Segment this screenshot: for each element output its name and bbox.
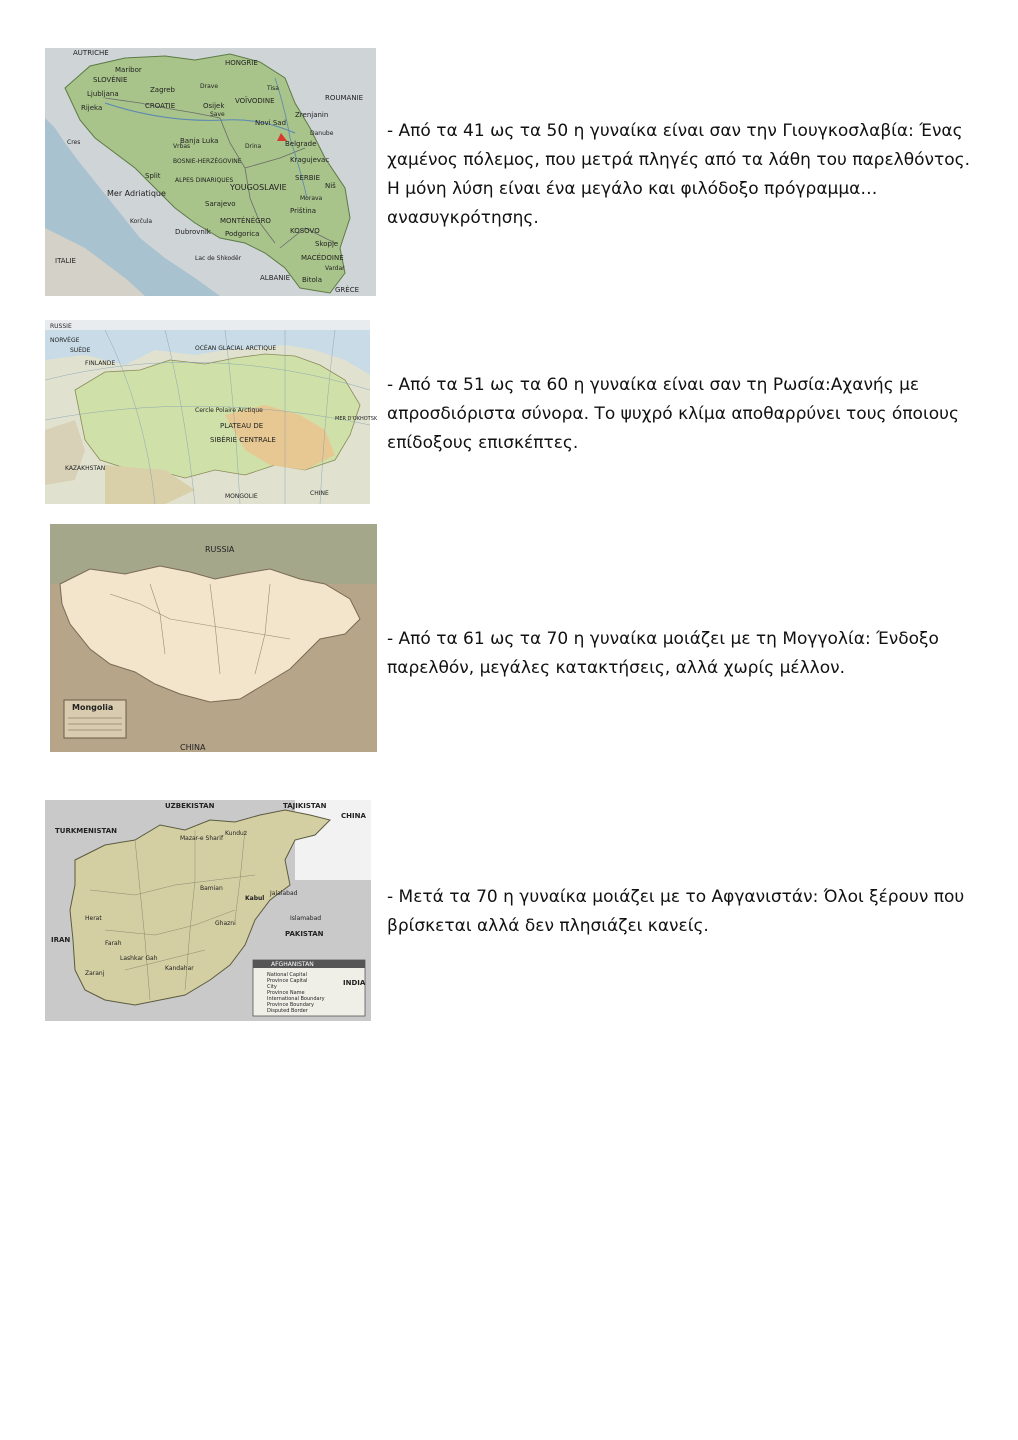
map-label: Mer Adriatique bbox=[107, 189, 166, 198]
map-label: PAKISTAN bbox=[285, 930, 324, 938]
map-label: AUTRICHE bbox=[73, 49, 109, 57]
map-label: SUÈDE bbox=[70, 347, 91, 354]
map-label: Danube bbox=[310, 130, 334, 137]
mongolia-map-drawing bbox=[50, 524, 377, 752]
map-label: KOSOVO bbox=[290, 227, 320, 235]
map-label: Bitola bbox=[302, 276, 323, 284]
map-label: Vrbas bbox=[173, 143, 191, 150]
map-label: HONGRIE bbox=[225, 59, 258, 67]
map-label: Bamian bbox=[200, 885, 223, 892]
map-label: OCÉAN GLACIAL ARCTIQUE bbox=[195, 345, 277, 352]
map-legend-item: Province Name bbox=[267, 990, 305, 996]
map-label: Maribor bbox=[115, 66, 142, 74]
map-label: PLATEAU DE bbox=[220, 422, 264, 430]
map-label: Cercle Polaire Arctique bbox=[195, 407, 263, 414]
map-label: Korčula bbox=[130, 218, 153, 225]
map-label: Kandahar bbox=[165, 965, 194, 972]
map-label: Drina bbox=[245, 143, 262, 150]
map-label: Podgorica bbox=[225, 230, 260, 238]
map-label: ALBANIE bbox=[260, 274, 291, 282]
map-legend-item: National Capital bbox=[267, 972, 307, 978]
map-legend-item: Province Capital bbox=[267, 978, 308, 984]
map-label: MONGOLIE bbox=[225, 493, 258, 500]
afghanistan-map-drawing bbox=[45, 800, 371, 1021]
map-legend-item: Province Boundary bbox=[267, 1002, 314, 1008]
map-label: Split bbox=[145, 172, 161, 180]
map-label: Tisa bbox=[267, 85, 279, 92]
map-label: MER D'OKHOTSK bbox=[335, 416, 378, 422]
map-label: Niš bbox=[325, 182, 336, 190]
map-label: Rijeka bbox=[81, 104, 103, 112]
map-label: CROATIE bbox=[145, 102, 176, 110]
map-label: RUSSIE bbox=[50, 323, 72, 330]
map-label: Banja Luka bbox=[180, 137, 219, 145]
map-label: MONTÉNÉGRO bbox=[220, 217, 271, 225]
map-label: Lashkar Gah bbox=[120, 955, 158, 962]
map-label: Lac de Shkodër bbox=[195, 255, 242, 262]
entry-text-russia bbox=[387, 371, 987, 458]
map-label: Kunduz bbox=[225, 830, 248, 837]
entry-paragraph: - Από τα 51 ως τα 60 η γυναίκα είναι σαν τη Ρωσία:Αχανής με απροσδιόριστα σύνορα. Το ψυχρό κλίμα αποθαρρύνει τους όποιους επίδοξους επισκέπτες. bbox=[387, 375, 959, 453]
map-label: Priština bbox=[290, 207, 316, 215]
map-label: RUSSIA bbox=[205, 545, 235, 554]
map-label: Herat bbox=[85, 915, 102, 922]
map-label: TURKMENISTAN bbox=[55, 827, 118, 835]
map-label: SIBÉRIE CENTRALE bbox=[210, 436, 276, 444]
map-label: Ghazni bbox=[215, 920, 236, 927]
map-label: MACÉDOINE bbox=[301, 254, 344, 262]
map-label: Farah bbox=[105, 940, 122, 947]
map-label: FINLANDE bbox=[85, 360, 116, 367]
afghanistan-map bbox=[45, 800, 371, 1021]
map-label: Zagreb bbox=[150, 86, 176, 94]
map-label: Sarajevo bbox=[205, 200, 236, 208]
map-label: SERBIE bbox=[295, 174, 321, 182]
map-label: Osijek bbox=[203, 102, 225, 110]
yugoslavia-map-drawing bbox=[45, 48, 376, 296]
map-label: ALPES DINARIQUES bbox=[175, 177, 234, 184]
map-label: SLOVÉNIE bbox=[93, 76, 128, 84]
map-label: YOUGOSLAVIE bbox=[230, 183, 287, 192]
map-label: Kabul bbox=[245, 895, 265, 902]
russia-map bbox=[45, 320, 378, 504]
entry-text-afghanistan bbox=[387, 883, 987, 941]
map-label: KAZAKHSTAN bbox=[65, 465, 106, 472]
map-label: VOÏVODINE bbox=[235, 97, 275, 105]
map-label: Zaranj bbox=[85, 970, 105, 977]
map-label: Skopje bbox=[315, 240, 339, 248]
map-label: Cres bbox=[67, 139, 81, 146]
entry-paragraph: - Από τα 41 ως τα 50 η γυναίκα είναι σαν την Γιουγκοσλαβία: Ένας χαμένος πόλεμος, που μετρά πληγές από τα λάθη του παρελθόντος. Η μόνη λύση είναι ένα μεγάλο και φιλόδοξο πρόγραμμα… ανασυγκρότησης. bbox=[387, 121, 971, 228]
yugoslavia-map bbox=[45, 48, 376, 296]
map-label: CHINA bbox=[180, 743, 206, 752]
map-label: Ljubljana bbox=[87, 90, 119, 98]
map-label: Vardar bbox=[325, 265, 345, 272]
map-label: TAJIKISTAN bbox=[283, 802, 327, 810]
map-label: BOSNIE-HERZÉGOVINE bbox=[173, 158, 242, 165]
map-legend-item: International Boundary bbox=[267, 996, 325, 1002]
map-label: ITALIE bbox=[55, 257, 76, 265]
map-label: Save bbox=[210, 111, 225, 118]
entry-paragraph: - Από τα 61 ως τα 70 η γυναίκα μοιάζει με τη Μογγολία: Ένδοξο παρελθόν, μεγάλες κατακτήσεις, αλλά χωρίς μέλλον. bbox=[387, 629, 939, 678]
entry-text-mongolia bbox=[387, 625, 987, 683]
map-label: Mazar-e Sharif bbox=[180, 835, 224, 842]
map-label: Drave bbox=[200, 83, 219, 90]
map-label: UZBEKISTAN bbox=[165, 802, 215, 810]
map-label: CHINA bbox=[341, 812, 366, 820]
map-label: GRÈCE bbox=[335, 286, 360, 294]
map-legend-title: AFGHANISTAN bbox=[271, 961, 314, 968]
map-label: Kragujevac bbox=[290, 156, 330, 164]
map-label: Jalalabad bbox=[270, 890, 298, 897]
russia-map-drawing bbox=[45, 320, 378, 504]
map-label: ROUMANIE bbox=[325, 94, 364, 102]
map-label: Zrenjanin bbox=[295, 111, 329, 119]
map-label: IRAN bbox=[51, 936, 71, 944]
map-label: Morava bbox=[300, 195, 323, 202]
map-legend-item: Disputed Border bbox=[267, 1008, 308, 1014]
map-label: INDIA bbox=[343, 979, 366, 987]
map-label: CHINE bbox=[310, 490, 329, 497]
map-label: Dubrovnik bbox=[175, 228, 211, 236]
entry-text-yugoslavia bbox=[387, 117, 987, 233]
map-label: Novi Sad bbox=[255, 119, 287, 127]
map-legend-title: Mongolia bbox=[72, 703, 114, 712]
map-label: Islamabad bbox=[290, 915, 322, 922]
map-label: NORVÈGE bbox=[50, 337, 80, 344]
map-legend-item: City bbox=[267, 984, 277, 990]
entry-paragraph: - Μετά τα 70 η γυναίκα μοιάζει με το Αφγανιστάν: Όλοι ξέρουν που βρίσκεται αλλά δεν πλησιάζει κανείς. bbox=[387, 887, 965, 936]
map-label: Belgrade bbox=[285, 140, 317, 148]
mongolia-map bbox=[50, 524, 377, 752]
